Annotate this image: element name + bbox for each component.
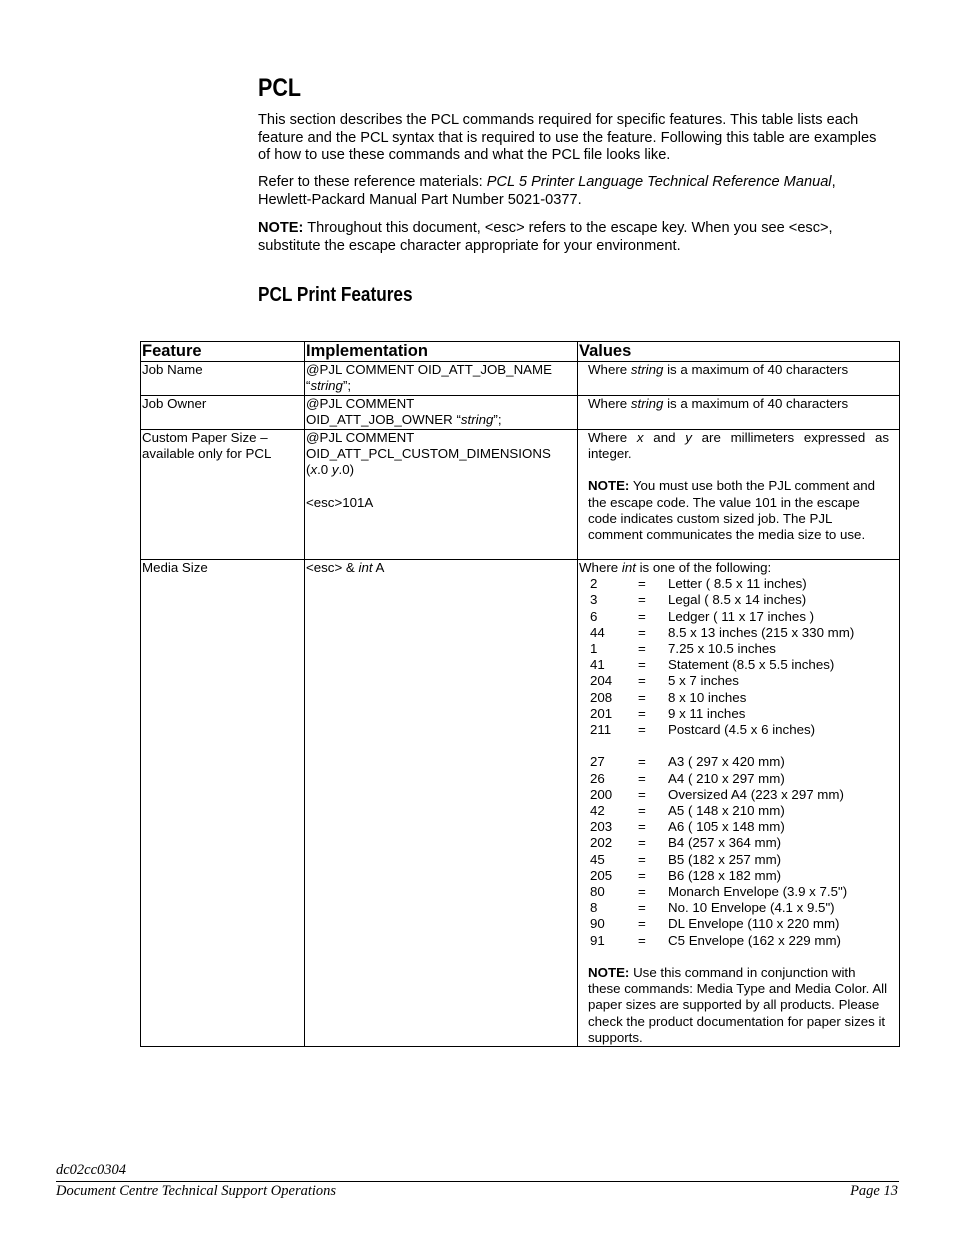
media-size-description: A4 ( 210 x 297 mm)	[668, 770, 785, 786]
media-size-equals: =	[638, 657, 646, 673]
spacer	[306, 479, 577, 495]
media-size-code: 205	[590, 867, 613, 883]
media-size-values	[578, 560, 900, 1047]
custom-impl-x: x	[310, 462, 318, 478]
media-size-description: Monarch Envelope (3.9 x 7.5")	[668, 884, 848, 900]
job-name-val-a: Where	[588, 362, 631, 377]
custom-impl-p2: .0	[317, 462, 332, 478]
media-size-item	[590, 592, 889, 608]
job-owner-impl-line1: @PJL COMMENT	[306, 396, 415, 411]
media-size-description: 8.5 x 13 inches (215 x 330 mm)	[668, 624, 855, 640]
table-row-custom-paper	[141, 430, 900, 560]
custom-note-label: NOTE:	[588, 478, 630, 494]
media-size-description: 8 x 10 inches	[668, 689, 747, 705]
features-table	[140, 341, 900, 1047]
media-val-a: Where	[579, 560, 622, 575]
media-size-implementation	[305, 560, 578, 1047]
media-size-equals: =	[638, 754, 646, 770]
media-size-description: B4 (257 x 364 mm)	[668, 835, 782, 851]
media-impl-int: int	[358, 560, 373, 575]
job-name-impl-text: @PJL COMMENT OID_ATT_JOB_NAME “	[306, 362, 552, 394]
footer-page-number: Page 13	[850, 1183, 898, 1199]
footer-divider	[56, 1181, 899, 1182]
media-size-equals: =	[638, 592, 646, 608]
media-size-item	[590, 722, 889, 738]
media-size-equals: =	[638, 803, 646, 819]
spacer	[579, 949, 889, 965]
media-size-item	[590, 706, 889, 722]
media-size-code: 203	[590, 819, 613, 835]
media-size-code: 45	[590, 851, 605, 867]
job-owner-val-string: string	[630, 396, 664, 411]
table-row-job-name	[141, 362, 900, 396]
footer-doc-code: dc02cc0304	[56, 1162, 127, 1178]
note-text: Throughout this document, <esc> refers to the escape key. When you see <esc>, substitute the escape character appropriate for your environment.	[258, 220, 833, 254]
media-size-code: 27	[590, 754, 605, 770]
custom-impl-line2: OID_ATT_PCL_CUSTOM_DIMENSIONS	[306, 446, 551, 462]
media-size-description: 7.25 x 10.5 inches	[668, 641, 776, 657]
note-label: NOTE:	[258, 220, 304, 236]
media-size-description: B6 (128 x 182 mm)	[668, 867, 782, 883]
page-title: PCL	[258, 74, 301, 102]
reference-prefix: Refer to these reference materials:	[258, 174, 487, 190]
media-size-code: 2	[590, 576, 598, 592]
footer-title: Document Centre Technical Support Operations	[56, 1183, 337, 1199]
media-size-item	[590, 641, 889, 657]
media-size-equals: =	[638, 722, 646, 738]
header-implementation: Implementation	[305, 342, 578, 362]
table-row-media-size	[141, 560, 900, 1047]
job-name-values	[578, 362, 900, 396]
media-size-code: 90	[590, 916, 605, 932]
media-size-code: 211	[590, 722, 612, 738]
media-size-item	[590, 787, 889, 803]
custom-val-y: y	[685, 430, 692, 445]
custom-val-text	[588, 430, 889, 462]
spacer	[579, 738, 889, 754]
media-size-equals: =	[638, 576, 646, 592]
media-size-description: Ledger ( 11 x 17 inches )	[668, 608, 815, 624]
media-size-item	[590, 884, 889, 900]
media-size-equals: =	[638, 819, 646, 835]
media-val-b: is one of the following:	[635, 560, 772, 575]
custom-paper-implementation	[305, 430, 578, 560]
media-size-list-group2	[579, 754, 889, 948]
media-note	[579, 965, 889, 1046]
media-size-code: 42	[590, 803, 605, 819]
job-name-feature: Job Name	[141, 362, 305, 396]
media-size-equals: =	[638, 786, 646, 802]
custom-note	[588, 478, 889, 543]
media-size-equals: =	[638, 608, 646, 624]
job-owner-impl-end: ”;	[493, 412, 502, 428]
media-size-code: 3	[590, 592, 598, 608]
media-size-code: 202	[590, 835, 613, 851]
media-size-description: A6 ( 105 x 148 mm)	[668, 819, 785, 835]
media-size-code: 1	[590, 641, 598, 657]
media-size-item	[590, 609, 889, 625]
media-size-description: A5 ( 148 x 210 mm)	[668, 803, 785, 819]
media-size-equals: =	[638, 770, 646, 786]
media-size-item	[590, 754, 889, 770]
media-size-description: Postcard (4.5 x 6 inches)	[668, 722, 816, 738]
media-size-feature: Media Size	[141, 560, 305, 1047]
media-size-description: Oversized A4 (223 x 297 mm)	[668, 786, 844, 802]
reference-manual-title: PCL 5 Printer Language Technical Reference Manual	[486, 174, 832, 190]
job-name-val-b: is a maximum of 40 characters	[663, 362, 849, 377]
media-size-item	[590, 771, 889, 787]
media-size-item	[590, 933, 889, 949]
media-size-description: A3 ( 297 x 420 mm)	[668, 754, 785, 770]
media-size-code: 201	[590, 705, 613, 721]
spacer	[588, 462, 889, 478]
section-subtitle: PCL Print Features	[258, 284, 413, 306]
media-size-code: 80	[590, 884, 605, 900]
job-owner-implementation	[305, 396, 578, 430]
custom-impl-dims	[306, 462, 577, 478]
media-size-equals: =	[638, 900, 646, 916]
media-size-description: Statement (8.5 x 5.5 inches)	[668, 657, 835, 673]
table-row-job-owner	[141, 396, 900, 430]
media-size-code: 91	[590, 932, 605, 948]
media-size-item	[590, 868, 889, 884]
media-size-description: B5 (182 x 257 mm)	[668, 851, 782, 867]
custom-impl-line1: @PJL COMMENT	[306, 430, 415, 445]
custom-paper-values	[578, 430, 900, 560]
media-size-item	[590, 803, 889, 819]
media-size-code: 41	[590, 657, 605, 673]
media-note-label: NOTE:	[588, 965, 630, 981]
media-size-description: 5 x 7 inches	[668, 673, 739, 689]
custom-paper-feature: Custom Paper Size – available only for PCL	[141, 430, 305, 560]
custom-impl-esc: <esc>101A	[306, 494, 374, 510]
media-size-item	[590, 916, 889, 932]
media-size-description: DL Envelope (110 x 220 mm)	[668, 916, 840, 932]
custom-val-x: x	[636, 430, 644, 445]
job-owner-impl-a: OID_ATT_JOB_OWNER “	[306, 412, 461, 428]
media-size-code: 204	[590, 673, 613, 689]
media-size-description: C5 Envelope (162 x 229 mm)	[668, 932, 841, 948]
media-size-code: 208	[590, 689, 613, 705]
custom-val-a: Where	[588, 430, 637, 445]
media-val-int: int	[621, 560, 636, 575]
job-owner-impl-string: string	[460, 412, 494, 428]
media-note-text: Use this command in conjunction with these commands: Media Type and Media Color. All paper sizes are supported by all products. Please check the product documentation for paper sizes it supports.	[588, 965, 888, 1045]
media-size-description: Letter ( 8.5 x 11 inches)	[668, 576, 807, 592]
media-size-item	[590, 690, 889, 706]
media-size-description: No. 10 Envelope (4.1 x 9.5")	[668, 900, 835, 916]
intro-paragraph: This section describes the PCL commands required for specific features. This table lists each feature and the PCL syntax that is required to use the feature. Following this table are examples of how to use these commands and what the PCL file looks like.	[258, 112, 877, 163]
media-size-equals: =	[638, 624, 646, 640]
job-name-implementation	[305, 362, 578, 396]
media-size-item	[590, 852, 889, 868]
media-val-intro	[579, 560, 889, 576]
media-size-item	[590, 673, 889, 689]
reference-suffix: , Hewlett-Packard Manual Part Number 5021-0377.	[258, 174, 836, 208]
header-values: Values	[578, 342, 900, 362]
custom-impl-p3: .0)	[338, 462, 355, 478]
job-owner-val-a: Where	[588, 396, 631, 411]
custom-impl-p1: (	[306, 462, 311, 478]
media-size-equals: =	[638, 851, 646, 867]
media-size-item	[590, 576, 889, 592]
job-owner-values	[578, 396, 900, 430]
media-size-list-group1	[579, 576, 889, 738]
media-impl-a: <esc> &	[306, 560, 359, 575]
media-size-code: 44	[590, 624, 605, 640]
media-size-code: 6	[590, 608, 598, 624]
reference-paragraph	[258, 174, 890, 209]
media-size-equals: =	[638, 705, 646, 721]
header-feature: Feature	[141, 342, 305, 362]
media-size-item	[590, 900, 889, 916]
job-name-impl-end: ”;	[342, 378, 352, 394]
custom-note-text: You must use both the PJL comment and the escape code. The value 101 in the escape code indicates custom sized job. The PJL comment communicates the media size to use.	[588, 478, 876, 543]
media-size-item	[590, 625, 889, 641]
job-name-impl-string: string	[310, 378, 343, 394]
media-impl-b: A	[372, 560, 385, 575]
media-size-equals: =	[638, 673, 646, 689]
media-size-item	[590, 657, 889, 673]
job-owner-val-b: is a maximum of 40 characters	[663, 396, 849, 411]
media-size-code: 26	[590, 770, 605, 786]
media-size-equals: =	[638, 916, 646, 932]
job-owner-feature: Job Owner	[141, 396, 305, 430]
media-size-item	[590, 835, 889, 851]
media-size-description: 9 x 11 inches	[668, 705, 746, 721]
media-size-equals: =	[638, 867, 646, 883]
table-header-row	[141, 342, 900, 362]
media-size-equals: =	[638, 835, 646, 851]
media-size-description: Legal ( 8.5 x 14 inches)	[668, 592, 807, 608]
media-size-equals: =	[638, 932, 646, 948]
media-size-equals: =	[638, 689, 646, 705]
custom-impl-y: y	[331, 462, 339, 478]
media-size-equals: =	[638, 641, 646, 657]
media-size-item	[590, 819, 889, 835]
custom-val-b: are millimeters expressed as integer.	[588, 430, 889, 462]
custom-val-and: and	[643, 430, 686, 445]
job-name-val-string: string	[630, 362, 664, 377]
media-size-code: 200	[590, 786, 613, 802]
media-size-code: 8	[590, 900, 598, 916]
escape-note-paragraph	[258, 220, 890, 255]
media-size-equals: =	[638, 884, 646, 900]
